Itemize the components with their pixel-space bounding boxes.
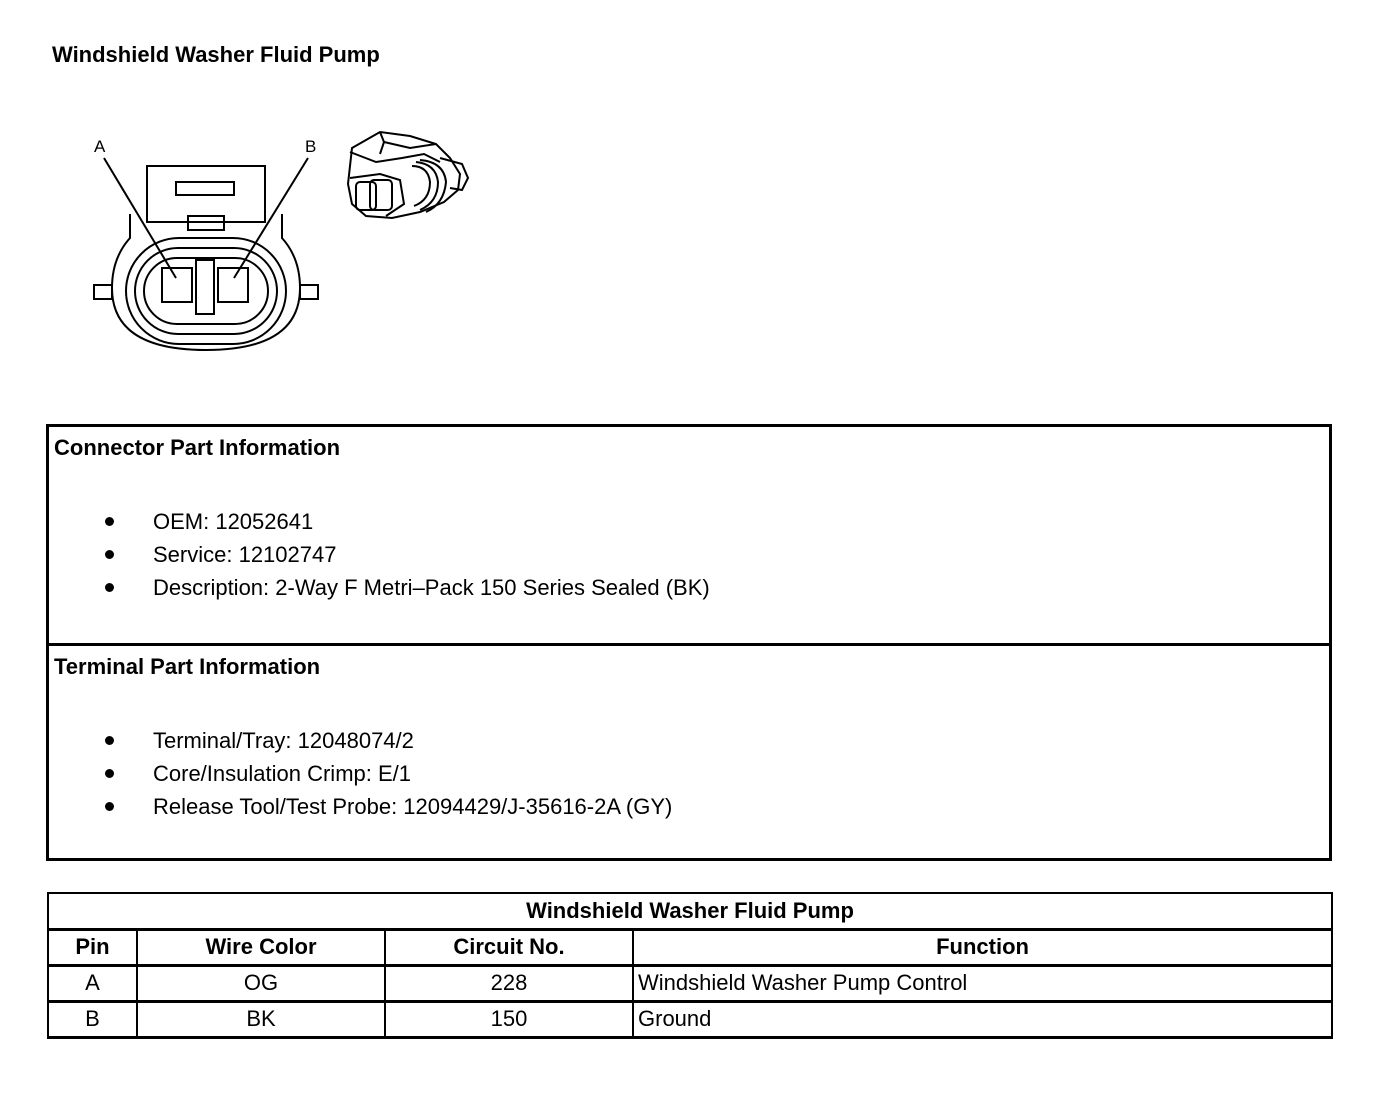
list-item: OEM: 12052641	[49, 505, 710, 538]
connector-3d-image	[340, 118, 480, 228]
column-header-wire-color: Wire Color	[137, 929, 385, 965]
pin-label-a: A	[94, 137, 106, 156]
page-title: Windshield Washer Fluid Pump	[52, 42, 380, 67]
list-item: Release Tool/Test Probe: 12094429/J-35616-2A (GY)	[49, 790, 672, 823]
terminal-info-list	[49, 724, 672, 823]
column-header-circuit-no: Circuit No.	[385, 929, 633, 965]
pin-cell: B	[48, 1001, 137, 1037]
pin-cell: A	[48, 965, 137, 1001]
terminal-info-heading: Terminal Part Information	[54, 654, 321, 679]
circuit-no-cell: 150	[385, 1001, 633, 1037]
part-information-box	[46, 424, 1332, 861]
connector-face-diagram	[86, 128, 326, 360]
bullet-icon	[105, 583, 114, 592]
bullet-icon	[105, 769, 114, 778]
connector-info-heading: Connector Part Information	[54, 435, 341, 460]
circuit-no-cell: 228	[385, 965, 633, 1001]
table-header-row	[48, 929, 1332, 965]
list-item: Service: 12102747	[49, 538, 710, 571]
table-row	[48, 965, 1332, 1001]
wire-color-cell: BK	[137, 1001, 385, 1037]
table-row	[48, 1001, 1332, 1037]
function-cell: Ground	[633, 1001, 1332, 1037]
table-title: Windshield Washer Fluid Pump	[48, 893, 1332, 929]
function-cell: Windshield Washer Pump Control	[633, 965, 1332, 1001]
bullet-icon	[105, 736, 114, 745]
wire-color-cell: OG	[137, 965, 385, 1001]
bullet-icon	[105, 802, 114, 811]
connector-part-information	[49, 427, 1329, 646]
pin-table	[47, 892, 1333, 1039]
table-title-row	[48, 893, 1332, 929]
pin-label-b: B	[305, 137, 317, 156]
list-item: Terminal/Tray: 12048074/2	[49, 724, 672, 757]
column-header-function: Function	[633, 929, 1332, 965]
bullet-icon	[105, 550, 114, 559]
list-item: Core/Insulation Crimp: E/1	[49, 757, 672, 790]
column-header-pin: Pin	[48, 929, 137, 965]
terminal-part-information	[49, 646, 1329, 858]
connector-info-list	[49, 505, 710, 604]
bullet-icon	[105, 517, 114, 526]
list-item: Description: 2-Way F Metri–Pack 150 Series Sealed (BK)	[49, 571, 710, 604]
